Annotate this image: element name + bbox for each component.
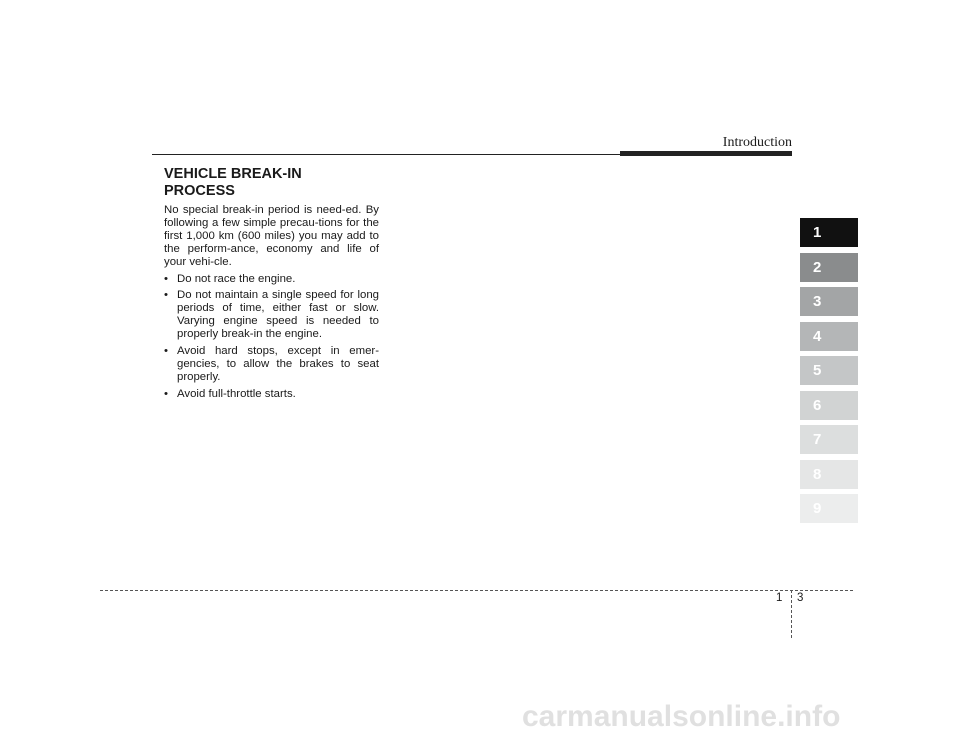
list-item (164, 289, 379, 341)
header-rule-accent (620, 151, 792, 156)
list-item (164, 345, 379, 384)
chapter-tab-6[interactable]: 6 (800, 391, 858, 420)
chapter-tab-9[interactable]: 9 (800, 494, 858, 523)
break-in-tips-list (164, 273, 379, 401)
chapter-tab-8[interactable]: 8 (800, 460, 858, 489)
chapter-tab-5[interactable]: 5 (800, 356, 858, 385)
bullet-icon: • (164, 345, 168, 358)
list-item-text: Do not race the engine. (177, 272, 296, 285)
main-content (164, 166, 379, 405)
chapter-tab-3[interactable]: 3 (800, 287, 858, 316)
list-item-text: Avoid full-throttle starts. (177, 387, 296, 400)
list-item (164, 388, 379, 401)
chapter-tab-1[interactable]: 1 (800, 218, 858, 247)
page-header-title: Introduction (722, 135, 792, 150)
chapter-tab-2[interactable]: 2 (800, 253, 858, 282)
chapter-tab-7[interactable]: 7 (800, 425, 858, 454)
bullet-icon: • (164, 387, 168, 400)
footer-divider (791, 590, 792, 638)
list-item-text: Avoid hard stops, except in emer-gencies, to allow the brakes to seat properly. (177, 345, 379, 383)
bullet-icon: • (164, 272, 168, 285)
footer-page-number: 3 (797, 592, 804, 604)
intro-paragraph: No special break-in period is need-ed. By following a few simple precau-tions for the first 1,000 km (600 miles) you may add to the perform-ance, economy and life of your vehi-cle. (164, 204, 379, 268)
watermark: carmanualsonline.info (522, 700, 841, 733)
footer-rule (100, 590, 853, 591)
footer-chapter-number: 1 (776, 592, 783, 604)
chapter-tab-4[interactable]: 4 (800, 322, 858, 351)
chapter-tabs (800, 218, 858, 529)
list-item-text: Do not maintain a single speed for long periods of time, either fast or slow. Varying engine speed is needed to properly break-in the engine. (177, 289, 379, 341)
section-title: VEHICLE BREAK-IN PROCESS (164, 166, 302, 199)
list-item (164, 273, 379, 286)
bullet-icon: • (164, 289, 168, 302)
